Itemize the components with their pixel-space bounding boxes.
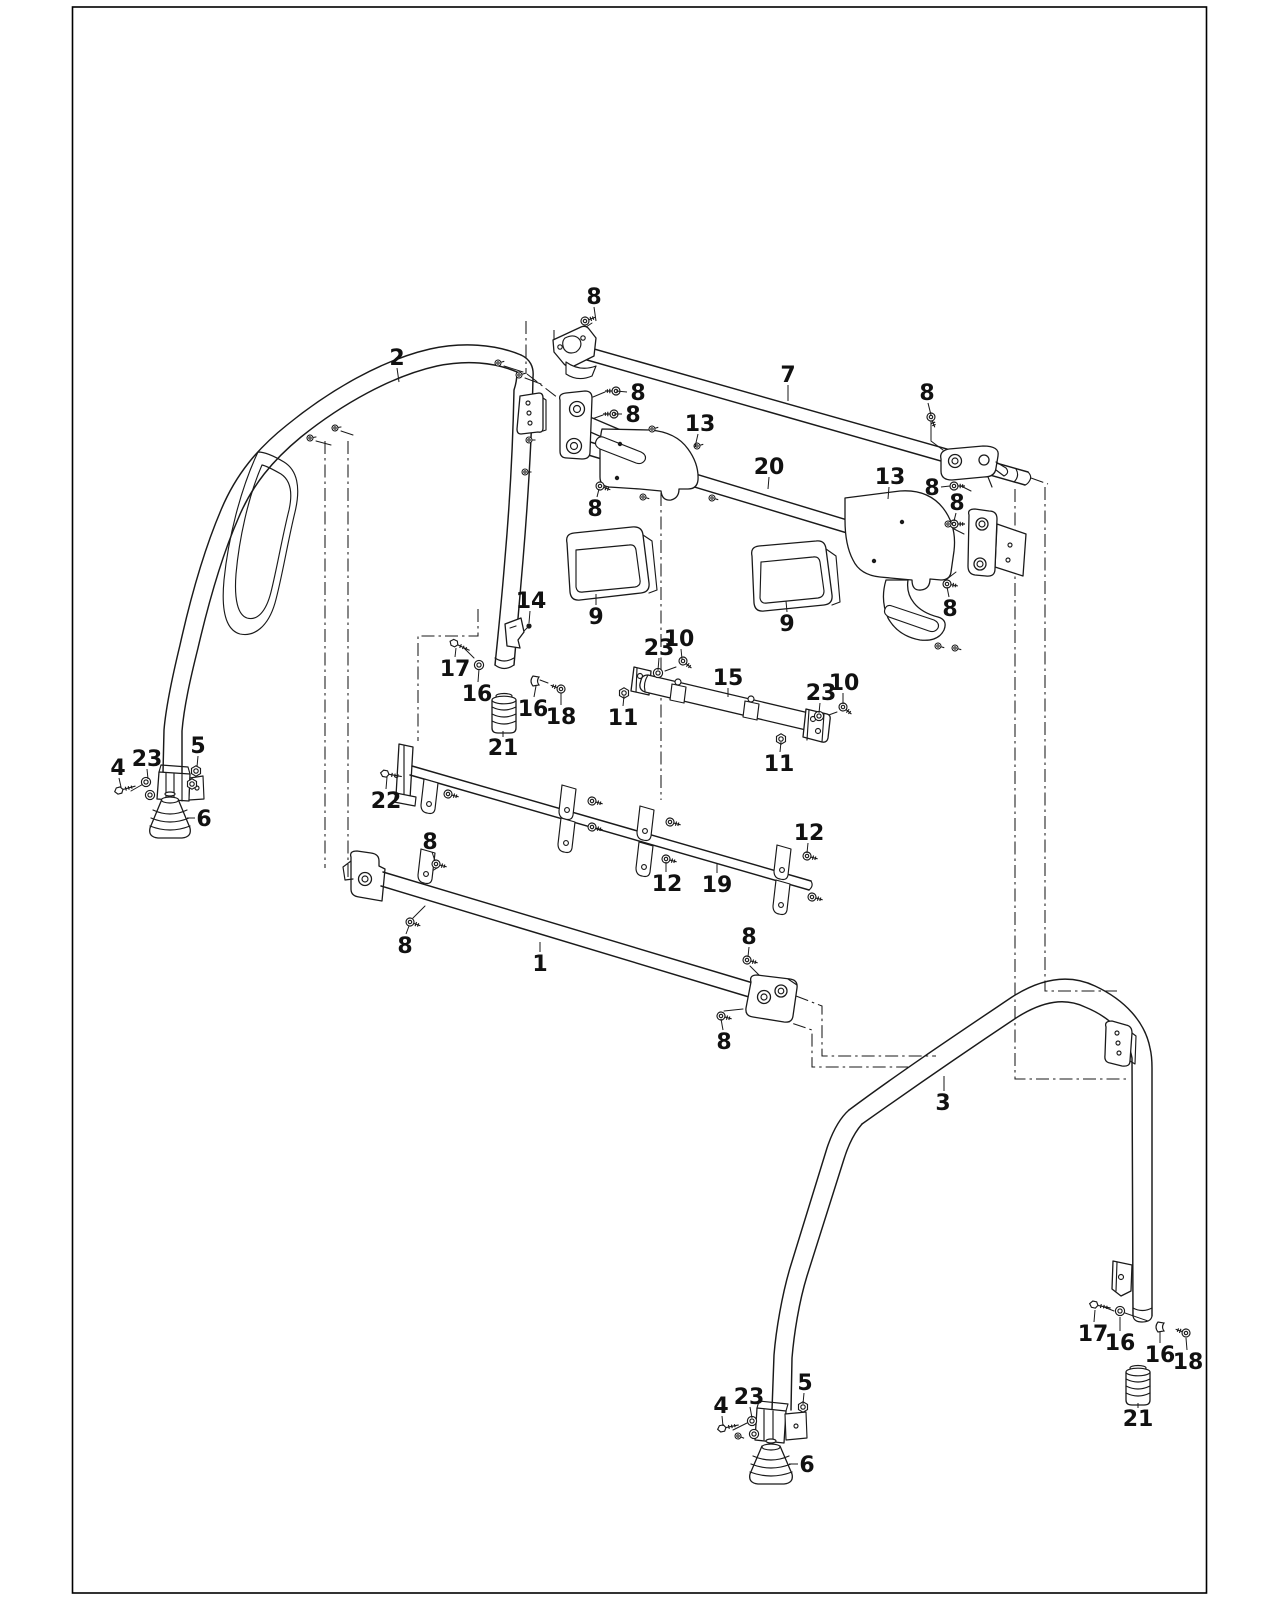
part-number-label: 11 [607, 706, 639, 731]
part-number-label: 3 [935, 1091, 951, 1116]
part-number-label: 23 [131, 747, 163, 772]
part-number-label: 16 [517, 697, 549, 722]
page-border [73, 7, 1207, 1593]
part-number-label: 8 [630, 381, 646, 406]
part-number-label: 19 [701, 873, 733, 898]
part-number-label: 9 [588, 605, 604, 630]
part-number-label: 8 [716, 1030, 732, 1055]
part-number-label: 16 [1104, 1331, 1136, 1356]
part-number-label: 8 [625, 403, 641, 428]
part-number-label: 6 [799, 1453, 815, 1478]
part-number-label: 8 [586, 285, 602, 310]
part-number-label: 8 [741, 925, 757, 950]
part-number-label: 21 [1122, 1407, 1154, 1432]
part-number-label: 15 [712, 666, 744, 691]
part-number-label: 5 [190, 734, 206, 759]
part-number-label: 2 [389, 346, 405, 371]
spring-right [1126, 1366, 1150, 1406]
part-number-label: 16 [1144, 1343, 1176, 1368]
pin-14-target [526, 623, 531, 628]
part-number-label: 1 [532, 952, 548, 977]
part-number-label: 11 [763, 752, 795, 777]
part-number-label: 8 [587, 497, 603, 522]
part-number-label: 12 [793, 821, 825, 846]
part-number-label: 8 [949, 491, 965, 516]
part-number-label: 17 [439, 657, 471, 682]
part-number-label: 16 [461, 682, 493, 707]
part-number-label: 8 [942, 597, 958, 622]
part-number-label: 12 [651, 872, 683, 897]
part-number-label: 10 [828, 671, 860, 696]
part-number-label: 9 [779, 612, 795, 637]
part-number-label: 8 [397, 934, 413, 959]
part-number-label: 5 [797, 1371, 813, 1396]
callout-21 [1123, 1403, 1154, 1432]
part-number-label: 18 [1172, 1350, 1204, 1375]
part-number-label: 23 [733, 1385, 765, 1410]
part-number-label: 17 [1077, 1322, 1109, 1347]
part-number-label: 4 [713, 1394, 729, 1419]
part-number-label: 4 [110, 756, 126, 781]
callout-21 [488, 731, 519, 761]
part-number-label: 21 [487, 736, 519, 761]
part-number-label: 10 [663, 627, 695, 652]
spring-left [492, 694, 516, 734]
part-number-label: 18 [545, 705, 577, 730]
part-number-label: 20 [753, 455, 785, 480]
part-number-label: 8 [422, 830, 438, 855]
part-number-label: 13 [684, 412, 716, 437]
headrest-right [752, 541, 840, 611]
part-number-label: 23 [805, 681, 837, 706]
part-number-label: 22 [370, 789, 402, 814]
part-number-label: 23 [643, 636, 675, 661]
part-number-label: 13 [874, 465, 906, 490]
part-number-label: 6 [196, 807, 212, 832]
part-number-label: 8 [919, 381, 935, 406]
part-number-label: 8 [924, 476, 940, 501]
part-number-label: 14 [515, 589, 547, 614]
part-number-label: 7 [780, 363, 796, 388]
headrest-left [567, 527, 657, 600]
